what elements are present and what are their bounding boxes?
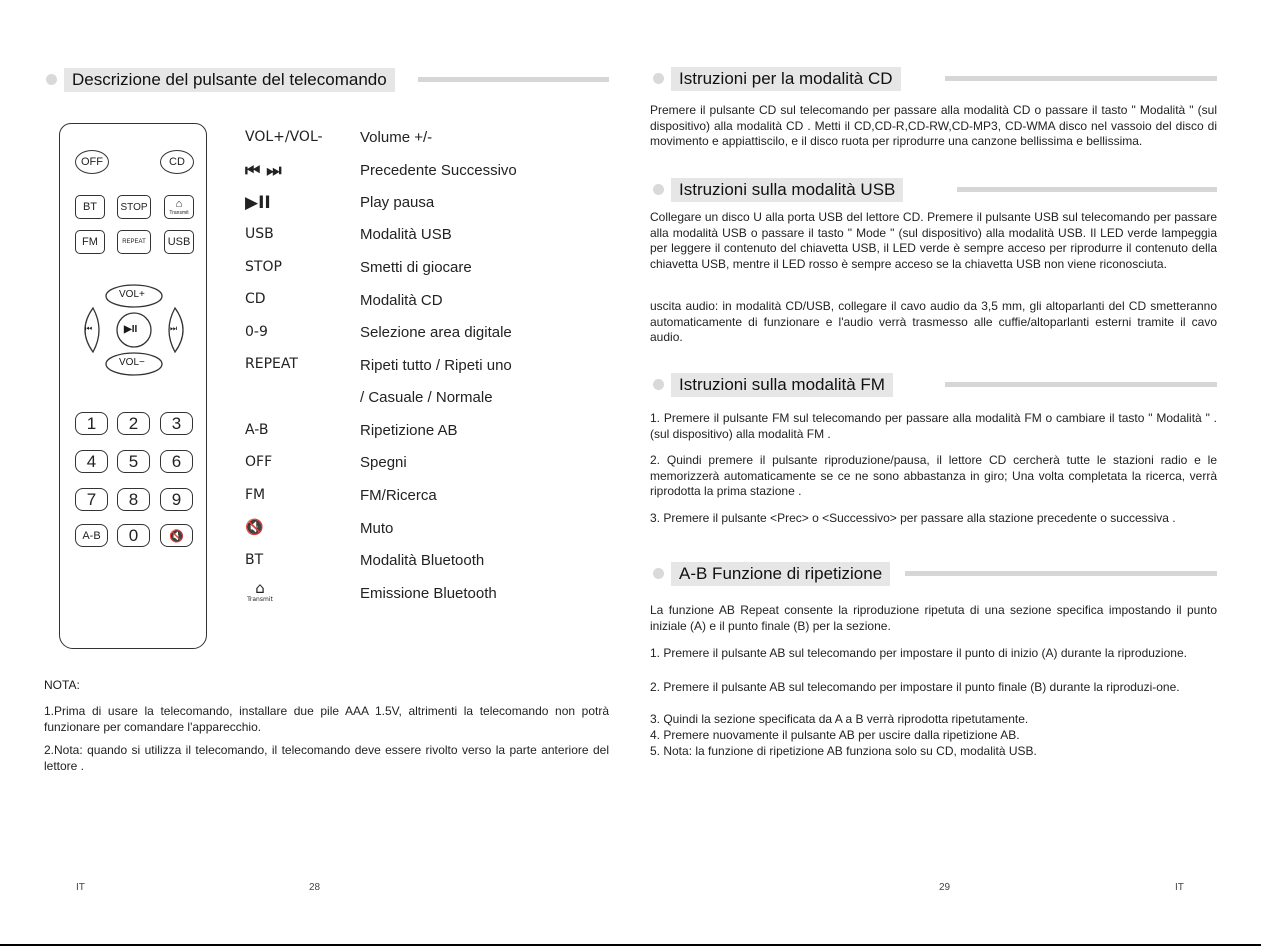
remote-mute-button: 🔇 [160,524,193,547]
bullet-dot [653,184,664,195]
key-description: / Casuale / Normale [360,389,493,406]
key-label: 0-9 [245,324,268,340]
key-label: BT [245,552,264,568]
remote-ab-button: A-B [75,524,108,547]
key-description: FM/Ricerca [360,487,437,504]
key-description: Smetti di giocare [360,259,472,276]
bullet-dot [653,379,664,390]
bullet-dot [653,568,664,579]
ab-step-5: 5. Nota: la funzione di ripetizione AB funziona solo su CD, modalità USB. [650,744,1037,758]
ab-intro-paragraph: La funzione AB Repeat consente la riproduzione ripetuta di una sezione specifica impostando il punto iniziale (A) e il punto finale (B) per la sezione. [650,603,1217,633]
title-rule [957,187,1217,192]
remote-play-icon: ▶II [124,324,138,335]
section-title-label: A-B Funzione di ripetizione [671,562,890,586]
remote-digit-2: 2 [117,412,150,435]
section-title-remote [46,68,609,92]
remote-digit-6: 6 [160,450,193,473]
transmit-icon: ⌂ [175,197,183,210]
key-label: A-B [245,422,269,438]
key-label: CD [245,291,266,307]
key-label: REPEAT [245,356,298,372]
remote-digit-0: 0 [117,524,150,547]
fm-step-1: 1. Premere il pulsante FM sul telecomando per passare alla modalità FM o cambiare il tasto " Modalità " . (sul dispositivo) alla modalità FM . [650,411,1217,441]
key-label: STOP [245,259,282,275]
ab-step-2: 2. Premere il pulsante AB sul telecomando per impostare il punto finale (B) durante la riproduzi-one. [650,680,1180,694]
note-paragraph-1: 1.Prima di usare la telecomando, installare due pile AAA 1.5V, altrimenti la telecomando non potrà funzionare per comandare l'apparecchio. [44,704,609,734]
key-description: Precedente Successivo [360,162,517,179]
key-description: Ripeti tutto / Ripeti uno [360,357,512,374]
footer-lang-left: IT [76,882,85,893]
remote-digit-9: 9 [160,488,193,511]
section-title-label: Istruzioni sulla modalità FM [671,373,893,397]
section-title-usb [653,178,1217,202]
section-title-ab [653,562,1217,586]
remote-repeat-button: REPEAT [117,230,151,254]
cd-paragraph: Premere il pulsante CD sul telecomando per passare alla modalità CD o passare il tasto " Modalità " (sul dispositivo) alla modalità CD . Metti il CD,CD-R,CD-RW,CD-MP3, CD-WMA disco nel vassoio del disco di movimento e appiattiscilo, e il disco ruota per riprodurre una canzone bellissima e bellissima. [650,103,1217,148]
key-description: Modalità USB [360,226,452,243]
key-label: ⏮ ⏭ [245,161,282,181]
key-description: Spegni [360,454,407,471]
remote-control-illustration [59,123,207,649]
remote-bt-button: BT [75,195,105,219]
mute-icon: 🔇 [245,518,264,536]
key-description: Play pausa [360,194,435,211]
remote-digit-5: 5 [117,450,150,473]
remote-next-icon: ⏭ [170,324,178,333]
section-title-fm [653,373,1217,397]
remote-digit-1: 1 [75,412,108,435]
transmit-label: Transmit [169,209,189,216]
ab-step-3: 3. Quindi la sezione specificata da A a B verrà riprodotta ripetutamente. [650,712,1029,726]
key-label: VOL+/VOL- [245,129,323,145]
remote-usb-button: USB [164,230,194,254]
title-rule [945,382,1217,387]
section-title-label: Descrizione del pulsante del telecomando [64,68,395,92]
key-description: Muto [360,520,394,537]
remote-digit-4: 4 [75,450,108,473]
remote-digit-8: 8 [117,488,150,511]
remote-fm-button: FM [75,230,105,254]
title-rule [945,76,1217,81]
remote-prev-icon: ⏮ [85,324,93,333]
fm-step-2: 2. Quindi premere il pulsante riproduzione/pausa, il lettore CD cercherà tutte le stazioni radio e le memorizzerà automaticamente se ce ne sono abbastanza in giro; Una volta completata la ricerca, verrà riprodotta la prima stazione . [650,453,1217,498]
section-title-cd [653,67,1217,91]
key-label: ▶II [245,193,271,213]
key-label: FM [245,487,266,503]
ab-step-4: 4. Premere nuovamente il pulsante AB per uscire dalla ripetizione AB. [650,728,1020,742]
footer-page-left: 28 [309,882,321,893]
title-rule [418,77,609,82]
title-rule [905,571,1217,576]
section-title-label: Istruzioni per la modalità CD [671,67,901,91]
note-paragraph-2: 2.Nota: quando si utilizza il telecomando, il telecomando deve essere rivolto verso la parte anteriore del lettore . [44,743,609,773]
key-description: Emissione Bluetooth [360,585,497,602]
bullet-dot [46,74,57,85]
transmit-key [243,580,277,603]
key-description: Modalità Bluetooth [360,552,485,569]
transmit-icon: ⌂ [255,579,265,597]
bullet-dot [653,73,664,84]
key-description: Ripetizione AB [360,422,458,439]
fm-step-3: 3. Premere il pulsante <Prec> o <Successivo> per passare alla stazione precedente o successiva . [650,511,1176,525]
remote-digit-7: 7 [75,488,108,511]
remote-cd-button: CD [160,150,194,174]
key-description: Volume +/- [360,129,433,146]
remote-vol-plus: VOL+ [119,289,145,300]
footer-lang-right: IT [1175,882,1184,893]
remote-transmit-button [164,195,194,219]
key-label: OFF [245,454,273,470]
key-description: Modalità CD [360,292,443,309]
transmit-key-label: Transmit [247,596,273,603]
remote-digit-3: 3 [160,412,193,435]
remote-vol-minus: VOL− [119,357,145,368]
usb-audio-paragraph: uscita audio: in modalità CD/USB, collegare il cavo audio da 3,5 mm, gli altoparlanti del CD smetteranno automaticamente di funzionare e l'audio verrà trasmesso alle cuffie/altoparlanti esterni tramite il cavo audio. [650,299,1217,344]
key-description: Selezione area digitale [360,324,512,341]
ab-step-1: 1. Premere il pulsante AB sul telecomando per impostare il punto di inizio (A) durante la riproduzione. [650,646,1187,660]
note-title: NOTA: [44,678,80,692]
remote-stop-button: STOP [117,195,151,219]
footer-page-right: 29 [939,882,951,893]
remote-off-button: OFF [75,150,109,174]
usb-paragraph: Collegare un disco U alla porta USB del lettore CD. Premere il pulsante USB sul telecomando per passare alla modalità USB o passare il tasto " Mode " (sul dispositivo) alla modalità USB. Il LED verde lampeggia per leggere il contenuto del chiavetta USB, il LED verde è sempre acceso per riprodurre il contenuto della chiavetta USB, mentre il LED rosso è sempre acceso se la chiavetta USB non viene riconosciuta. [650,210,1217,271]
section-title-label: Istruzioni sulla modalità USB [671,178,903,202]
key-label: USB [245,226,274,242]
